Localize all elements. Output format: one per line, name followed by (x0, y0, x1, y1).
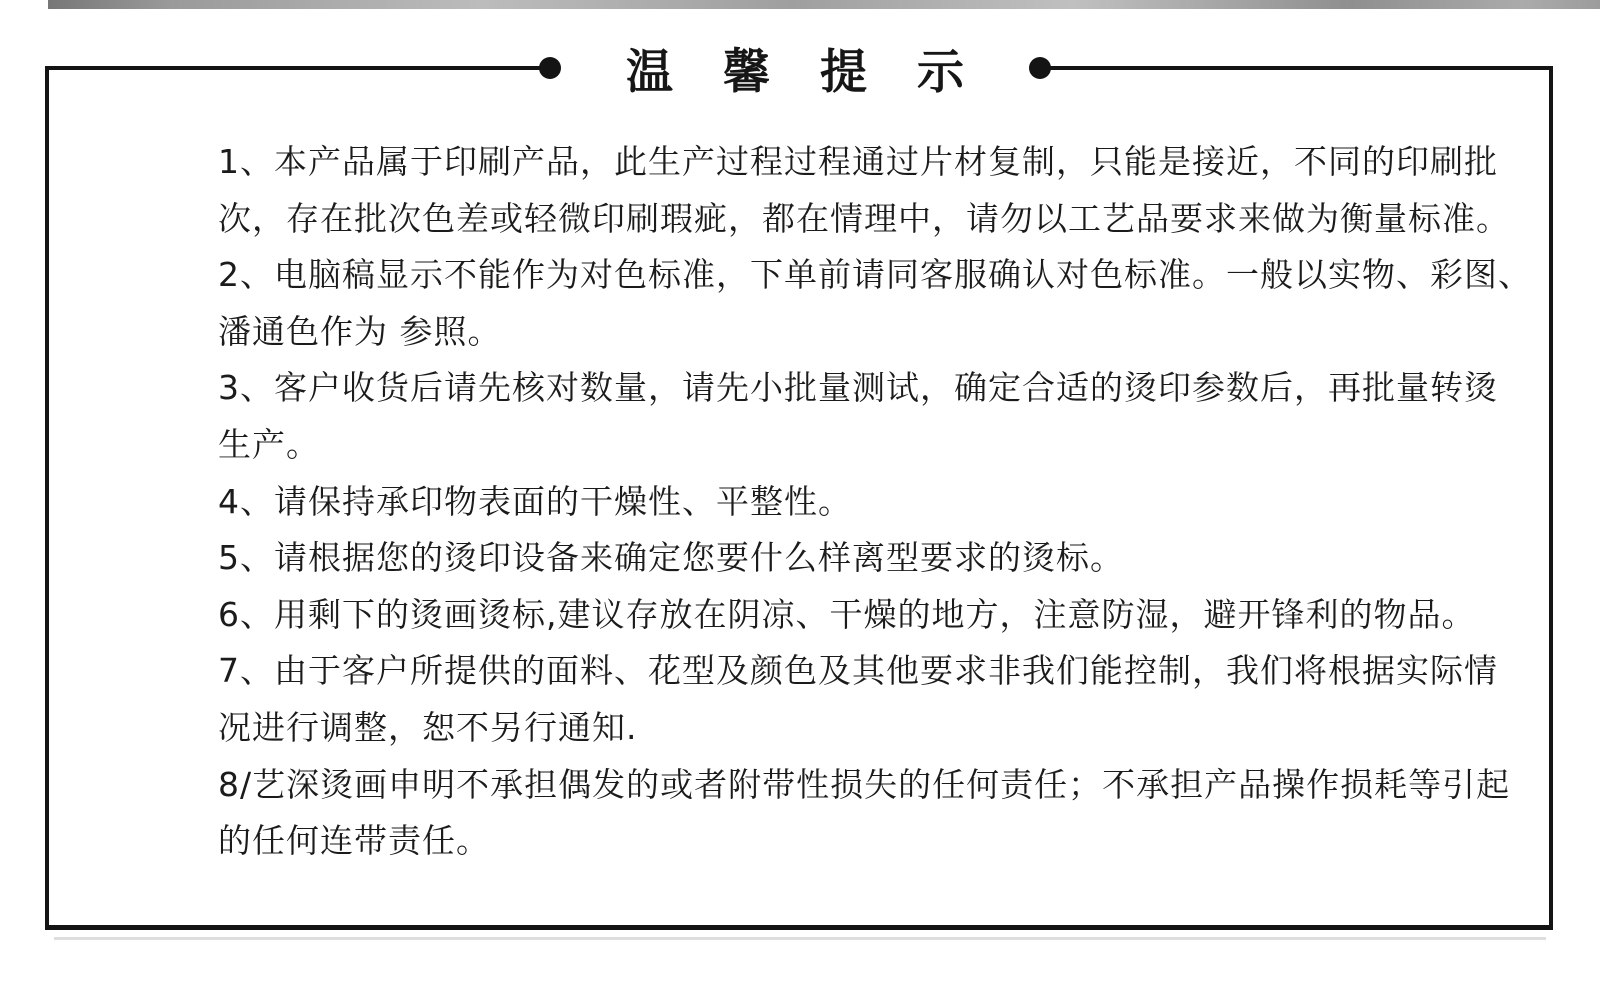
notice-line: 生产。 (218, 424, 320, 464)
notice-line: 4、请保持承印物表面的干燥性、平整性。 (218, 481, 852, 521)
page-title-wrap (561, 38, 1029, 98)
notice-line: 潘通色作为 参照。 (218, 311, 502, 351)
frame-shadow-line (54, 937, 1546, 940)
notice-line: 2、电脑稿显示不能作为对色标准，下单前请同客服确认对色标准。一般以实物、彩图、 (218, 255, 1532, 295)
notice-line: 6、用剩下的烫画烫标,建议存放在阴凉、干燥的地方，注意防湿，避开锋利的物品。 (218, 594, 1476, 634)
title-divider-line-left (45, 66, 545, 70)
notice-line: 5、请根据您的烫印设备来确定您要什么样离型要求的烫标。 (218, 538, 1124, 578)
notice-body (218, 134, 1532, 870)
notice-line: 1、本产品属于印刷产品，此生产过程过程通过片材复制，只能是接近，不同的印刷批 (218, 142, 1498, 181)
page-title: 温馨提示 (626, 44, 1014, 100)
divider-dot-left-icon (539, 57, 561, 79)
notice-line: 次，存在批次色差或轻微印刷瑕疵，都在情理中，请勿以工艺品要求来做为衡量标准。 (218, 198, 1510, 238)
divider-dot-right-icon (1029, 57, 1051, 79)
notice-line: 的任何连带责任。 (218, 821, 490, 861)
notice-line: 3、客户收货后请先核对数量，请先小批量测试，确定合适的烫印参数后，再批量转烫 (218, 368, 1498, 408)
notice-line: 7、由于客户所提供的面料、花型及颜色及其他要求非我们能控制，我们将根据实际情 (218, 651, 1498, 691)
top-gradient-bar (48, 0, 1600, 9)
notice-line: 8/艺深烫画申明不承担偶发的或者附带性损失的任何责任；不承担产品操作损耗等引起 (218, 764, 1511, 804)
notice-line: 况进行调整，恕不另行通知. (218, 707, 638, 747)
title-divider-line-right (1042, 66, 1553, 70)
